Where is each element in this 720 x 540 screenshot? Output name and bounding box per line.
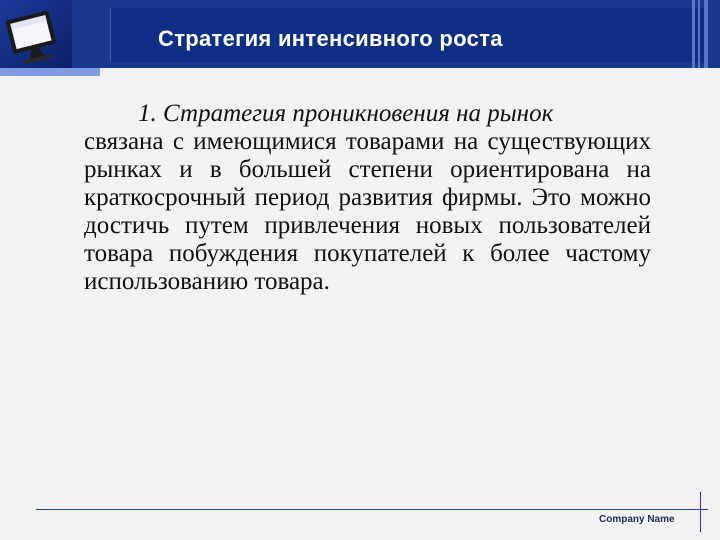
slide-title: Стратегия интенсивного роста: [158, 26, 503, 51]
slide-body: [84, 100, 651, 296]
company-name: Company Name: [599, 514, 675, 525]
header-decor-bars: [690, 0, 720, 68]
monitor-icon: [0, 0, 72, 72]
footer-vertical-rule: [700, 492, 701, 532]
footer-divider: [36, 509, 708, 510]
body-text: связана с имеющимися товарами на существующих рынках и в большей степени ориентирована на краткосрочный период развития фирмы. Это можно достичь путем привлечения новых пользователей товара побуждения покупателей к более частому использованию товара.: [84, 128, 651, 295]
header-band: [0, 0, 720, 68]
accent-bar: [0, 68, 100, 76]
body-lead: 1. Стратегия проникновения на рынок: [138, 100, 554, 127]
